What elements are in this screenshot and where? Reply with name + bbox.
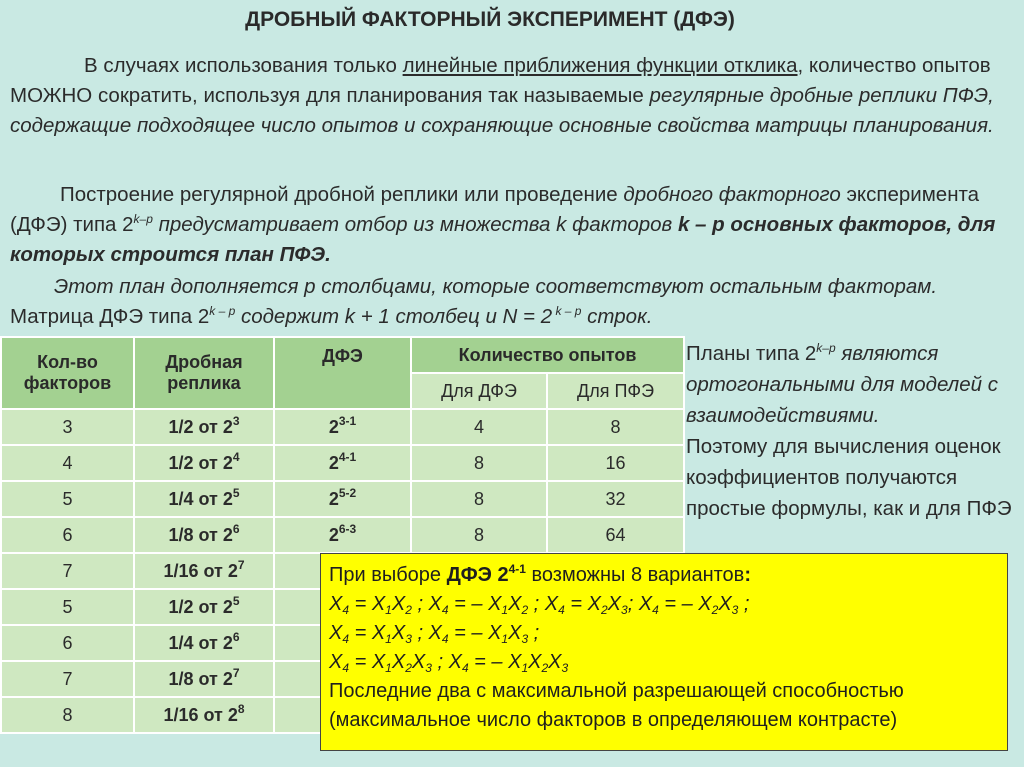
cell-factors [1,589,134,625]
replica-value: 1/16 от 2 [163,704,238,725]
cell-replica [134,661,274,697]
n-dfe-value: 4 [473,416,484,437]
p2-plain-a: эксперимента (ДФЭ) типа 2 [10,183,980,236]
replica-exp: 8 [237,701,245,716]
formula-line-1: $X_4 = X_1X_2$ ; $X_4$ = – $X_1X_2$ ; $X_4 = X_2X_3$; $X_4$ = – $X_2X_3$ ; [329,593,750,617]
cell-replica [134,517,274,553]
cell-n-pfe [547,445,684,481]
dfe-exp: 4-1 [338,449,357,464]
dfe-exp: 5-2 [338,485,357,500]
cell-n-dfe [411,517,547,553]
side-b: Поэтому для вычисления оценок коэффициентов получаются простые формулы, как и для ПФЭ [686,435,1012,520]
dfe-value: 2 [328,452,339,473]
n-pfe-value: 8 [610,416,621,437]
p1-lead: В случаях использования только [84,54,403,77]
paragraph-intro [10,51,1020,141]
replica-exp: 6 [232,629,240,644]
box-l1d: : [744,564,751,586]
box-last: Последние два с максимальной разрешающей способностью (максимальное число факторов в определяющем контрасте) [329,680,904,731]
cell-replica [134,409,274,445]
replica-value: 1/4 от 2 [168,632,233,653]
dfe-exp: 6-3 [338,521,357,536]
n-pfe-value: 32 [605,488,626,509]
p2-italic-a: дробного факторного [623,183,841,206]
p1-underlined: линейные приближения функции отклика [402,54,798,77]
cell-replica [134,589,274,625]
cell-n-pfe [547,409,684,445]
p3-sup-b: k – p [552,304,582,318]
p3-italic-b: содержит k + 1 столбец и N = 2 [235,305,553,328]
cell-replica [134,445,274,481]
dfe-value: 2 [328,416,339,437]
cell-factors [1,661,134,697]
p3-italic: Этот план дополняется p столбцами, которые соответствуют остальным факторам. [54,275,938,298]
dfe-value: 2 [328,488,339,509]
formula-line-3: $X_4 = X_1X_2X_3$ ; $X_4$ = – $X_1X_2X_3$ [329,651,569,675]
formula-line-2: $X_4 = X_1X_3$ ; $X_4$ = – $X_1X_3$ ; [329,622,540,646]
replica-value: 1/2 от 2 [168,452,233,473]
header-for-dfe: Для ДФЭ [411,373,547,409]
factors-value: 6 [62,524,73,545]
cell-replica [134,625,274,661]
cell-factors [1,697,134,733]
variants-box [320,553,1008,751]
factors-value: 6 [62,632,73,653]
paragraph-matrix [10,272,1020,332]
replica-exp: 7 [232,665,240,680]
p2-italic-b: предусматривает отбор из множества k факторов [152,213,678,236]
n-pfe-value: 16 [605,452,626,473]
n-dfe-value: 8 [473,524,484,545]
cell-n-dfe [411,445,547,481]
side-a-italic: являются ортогональными для моделей с взаимодействиями. [686,342,998,427]
dfe-exp: 3-1 [338,413,357,428]
replica-exp: 7 [237,557,245,572]
page-title: ДРОБНЫЙ ФАКТОРНЫЙ ЭКСПЕРИМЕНТ (ДФЭ) [245,8,735,31]
replica-value: 1/8 от 2 [168,524,233,545]
p3-plain: Матрица ДФЭ типа 2 [10,305,210,328]
p2-bold: k – p основных факторов, для которых строится план ПФЭ. [10,213,996,266]
cell-factors [1,553,134,589]
replica-exp: 6 [232,521,240,536]
factors-value: 5 [62,596,73,617]
cell-factors [1,625,134,661]
replica-value: 1/2 от 2 [168,596,233,617]
box-l1c: возможны 8 вариантов [525,564,745,586]
header-factors: Кол-во факторов [1,337,134,409]
cell-factors [1,445,134,481]
cell-replica [134,553,274,589]
p2-sup-a: k–p [133,212,153,226]
factors-value: 4 [62,452,73,473]
cell-factors [1,481,134,517]
p3-italic-c: строк. [581,305,653,328]
cell-n-dfe [411,481,547,517]
replica-exp: 4 [232,449,240,464]
side-a: Планы типа 2 [686,342,817,365]
header-for-pfe: Для ПФЭ [547,373,684,409]
replica-exp: 5 [232,485,240,500]
cell-replica [134,697,274,733]
box-l1b-sup: 4-1 [508,562,526,576]
p3-sup: k – p [209,304,236,318]
box-l1a: При выборе [329,564,447,586]
cell-factors [1,517,134,553]
cell-n-dfe [411,409,547,445]
p1-italic: регулярные дробные реплики ПФЭ, содержащие подходящее число опытов и сохраняющие основные свойства матрицы планирования. [10,84,994,137]
factors-value: 7 [62,560,73,581]
replica-value: 1/4 от 2 [168,488,233,509]
factors-value: 8 [62,704,73,725]
side-note [686,338,1024,524]
replica-exp: 5 [232,593,240,608]
replica-value: 1/2 от 2 [168,416,233,437]
header-count: Количество опытов [411,337,684,373]
p1-rest: , количество опытов МОЖНО сократить, используя для планирования так называемые [10,54,991,107]
side-a-sup: k–p [816,341,836,355]
box-l1b: ДФЭ 2 [446,564,509,586]
factors-value: 5 [62,488,73,509]
replica-exp: 3 [232,413,240,428]
cell-dfe [274,409,411,445]
factors-value: 7 [62,668,73,689]
replica-value: 1/8 от 2 [168,668,233,689]
cell-dfe [274,445,411,481]
replica-value: 1/16 от 2 [163,560,238,581]
cell-n-pfe [547,481,684,517]
cell-replica [134,481,274,517]
n-dfe-value: 8 [473,452,484,473]
table-row [1,409,684,445]
table-row [1,445,684,481]
p2-lead: Построение регулярной дробной реплики или проведение [60,183,624,206]
n-dfe-value: 8 [473,488,484,509]
cell-dfe [274,517,411,553]
cell-n-pfe [547,517,684,553]
paragraph-construction [10,180,1020,270]
header-dfe: ДФЭ [274,337,411,409]
table-row [1,517,684,553]
n-pfe-value: 64 [605,524,626,545]
cell-factors [1,409,134,445]
dfe-value: 2 [328,524,339,545]
factors-value: 3 [62,416,73,437]
header-replica: Дробная реплика [134,337,274,409]
cell-dfe [274,481,411,517]
table-row [1,481,684,517]
